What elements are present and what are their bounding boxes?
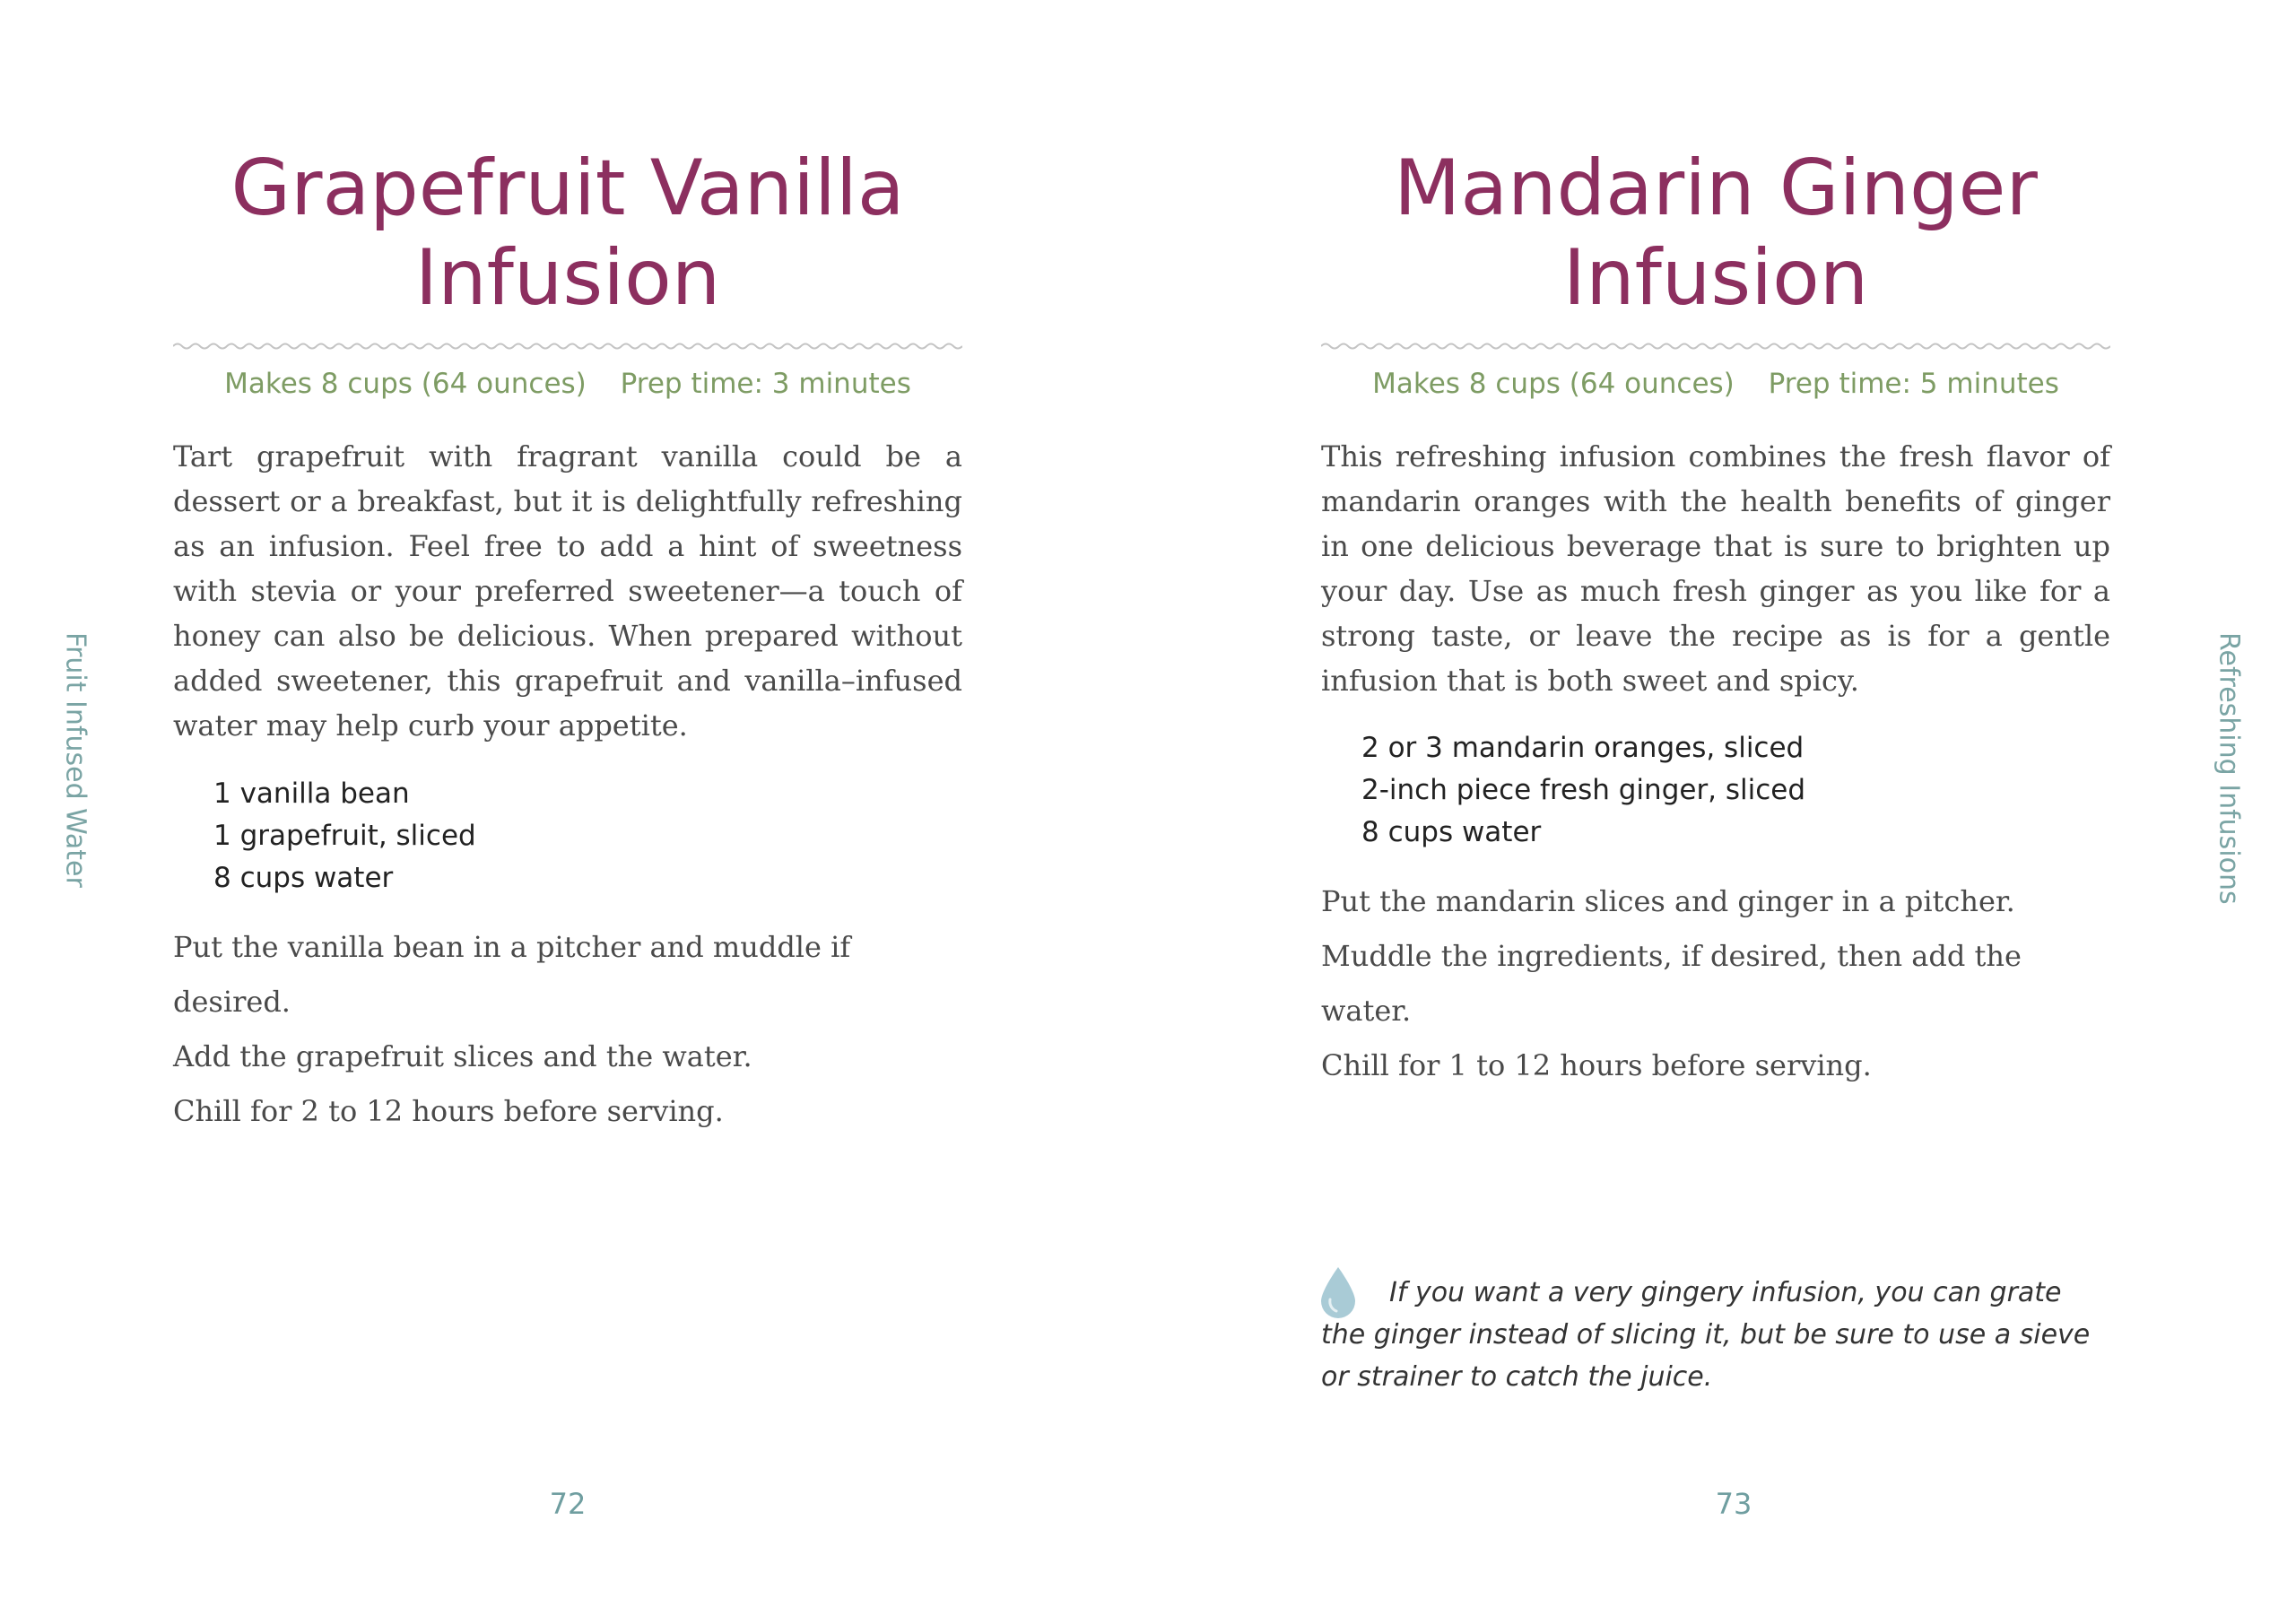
tip-box	[1321, 1272, 2110, 1398]
chapter-side-tab: Refreshing Infusions	[2213, 632, 2245, 905]
chapter-side-tab: Fruit Infused Water	[59, 632, 91, 888]
intro-paragraph: This refreshing infusion combines the fresh flavor of mandarin oranges with the health benefits of ginger in one delicious beverage that is sure to brighten up your day. Use as much fresh ginger as you like for a strong taste, or leave the recipe as is for a gentle infusion that is both sweet and spicy.	[1321, 439, 2110, 698]
yield-text: Makes 8 cups (64 ounces)	[1372, 368, 1735, 400]
ingredient-item: 8 cups water	[213, 862, 394, 894]
title-line-1: Mandarin Ginger	[1394, 143, 2038, 233]
prep-time-text: Prep time: 5 minutes	[1768, 368, 2059, 400]
recipe-meta	[173, 368, 962, 400]
wavy-divider	[1321, 339, 2110, 353]
instruction-step: Put the vanilla bean in a pitcher and muddle if desired.	[173, 930, 851, 1019]
recipe-title	[1321, 143, 2110, 323]
title-line-2: Infusion	[414, 233, 721, 323]
prep-time-text: Prep time: 3 minutes	[620, 368, 911, 400]
yield-text: Makes 8 cups (64 ounces)	[224, 368, 587, 400]
instruction-step: Add the grapefruit slices and the water.	[173, 1039, 752, 1073]
ingredient-item: 1 vanilla bean	[213, 777, 410, 810]
instruction-step: Muddle the ingredients, if desired, then add the water.	[1321, 939, 2022, 1028]
water-drop-icon	[1318, 1265, 1359, 1319]
instruction-list	[1321, 874, 2110, 1093]
ingredient-list	[1361, 727, 1805, 854]
recipe-meta	[1321, 368, 2110, 400]
intro-paragraph: Tart grapefruit with fragrant vanilla could be a dessert or a breakfast, but it is delightfully refreshing as an infusion. Feel free to add a hint of sweetness with stevia or your preferred sweetener—a touch of honey can also be delicious. When prepared without added sweetener, this grapefruit and vanilla–infused water may help curb your appetite.	[173, 439, 962, 743]
recipe-title	[173, 143, 962, 323]
ingredient-item: 2 or 3 mandarin oranges, sliced	[1361, 732, 1805, 764]
right-page	[1148, 0, 2296, 1607]
instruction-step: Chill for 1 to 12 hours before serving.	[1321, 1048, 1872, 1082]
tip-text: If you want a very gingery infusion, you can grate the ginger instead of slicing it, but be sure to use a sieve or strainer to catch the juice.	[1321, 1277, 2091, 1393]
title-line-1: Grapefruit Vanilla	[230, 143, 905, 233]
page-number: 73	[1715, 1487, 1752, 1521]
wavy-divider	[173, 339, 962, 353]
ingredient-list	[213, 773, 476, 899]
instruction-list	[173, 920, 962, 1139]
ingredient-item: 2-inch piece fresh ginger, sliced	[1361, 774, 1806, 806]
instruction-step: Chill for 2 to 12 hours before serving.	[173, 1094, 724, 1128]
title-line-2: Infusion	[1562, 233, 1869, 323]
ingredient-item: 8 cups water	[1361, 816, 1542, 848]
page-number: 72	[549, 1487, 587, 1521]
ingredient-item: 1 grapefruit, sliced	[213, 820, 476, 852]
instruction-step: Put the mandarin slices and ginger in a pitcher.	[1321, 884, 2015, 918]
